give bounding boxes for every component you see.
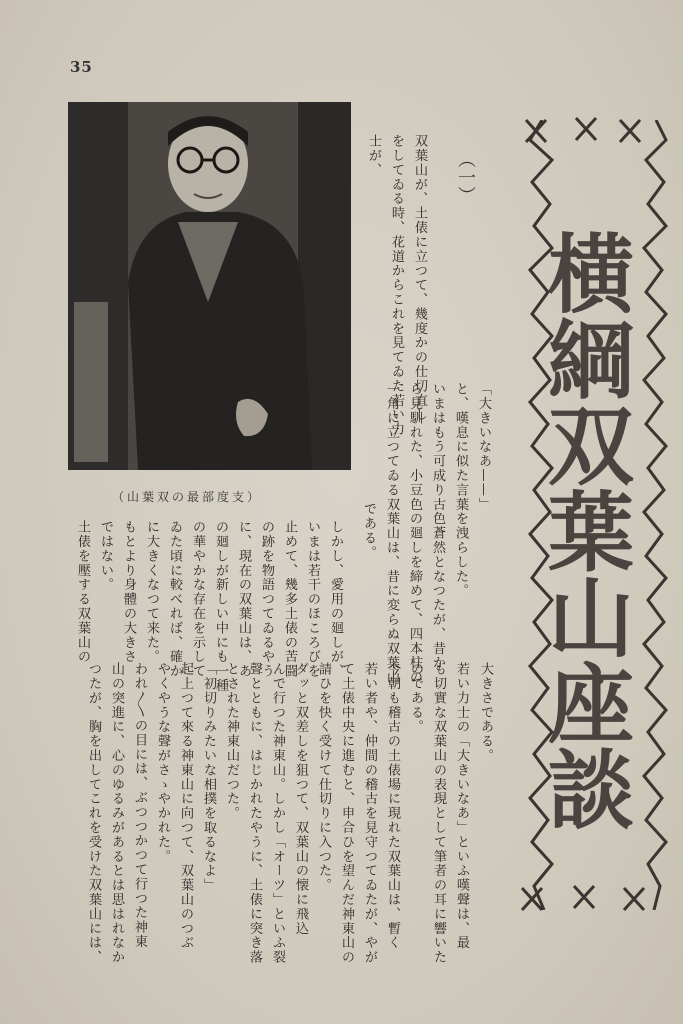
text-column: 「大きいなあ——」 — [476, 382, 491, 512]
text-column: の廻しが新しい中にも一種 — [213, 520, 228, 693]
text-column: 山の突進に、心のゆるみがあるとは思はれなか — [109, 662, 124, 965]
text-column: いまはもう可成り古色蒼然となつたが、昔か — [430, 382, 445, 670]
article-title: 横綱双葉山座談 — [533, 229, 634, 831]
text-column: 若い者や、仲間の稽古を見守つてゐたが、やが — [362, 662, 377, 965]
text-column: て土俵中央に進むと、申合ひを望んだ神東山の — [339, 662, 354, 965]
text-column: 聲とともに、はじかれたやうに、土俵に突き落 — [247, 662, 262, 965]
text-column: 土俵を壓する双葉山の — [75, 520, 90, 664]
photo-caption: （山葉双の最部度支） — [112, 490, 263, 504]
text-column: とされた神東山だつた。 — [224, 662, 239, 821]
text-column: いまは若干のほころびを — [305, 520, 320, 679]
text-column: の跡を物語つてゐるやう — [259, 520, 274, 679]
text-column: ではない。 — [98, 520, 113, 592]
text-column: 一角に立つてゐる双葉山は、昔に変らぬ双葉山 — [384, 382, 399, 685]
text-column: 止めて、幾多土俵の苦闘 — [282, 520, 297, 679]
portrait-photo — [68, 102, 351, 470]
text-column: 士が、 — [366, 134, 381, 178]
section-marker: （一） — [455, 150, 476, 204]
text-column: しかし、愛用の廻しが、 — [328, 520, 343, 679]
text-column: ら見馴れた、小豆色の廻しを締めて、四本柱の — [407, 382, 422, 685]
text-column: のである。 — [408, 662, 423, 734]
text-column: も切實な双葉山の表現として筆者の耳に響いた — [431, 662, 446, 965]
photo-figure — [68, 102, 351, 470]
text-column: ダッと双差しを狙つて、双葉山の懐に飛込 — [293, 662, 308, 936]
text-column: やくやうな聲がさゝやかれた。 — [155, 662, 170, 864]
text-column: 「初切りみたいな相撲を取るなよ」 — [201, 662, 216, 893]
text-column: をしてゐる時、花道からこれを見てゐた若い力 — [389, 134, 404, 437]
text-column: 今朝も稽古の土俵場に現れた双葉山は、暫く — [385, 662, 400, 950]
text-column: 大きさである。 — [478, 662, 493, 763]
text-column: と、嘆息に似た言葉を洩らした。 — [453, 382, 468, 598]
text-column: の華やかな存在を示して — [190, 520, 205, 679]
page-number: 35 — [70, 58, 93, 76]
text-column: である。 — [361, 502, 376, 560]
title-x-marks-top — [520, 112, 650, 152]
text-column: 双葉山が、土俵に立つて、幾度かの仕切直し — [412, 134, 427, 422]
text-column: もとより身體の大きさ — [121, 520, 136, 664]
text-column: 起上つて來る神東山に向つて、双葉山のつぶ — [178, 662, 193, 950]
text-column: んで行つた神東山。しかし「オーツ」といふ裂 — [270, 662, 285, 965]
text-column: に、現在の双葉山は、あ — [236, 520, 251, 679]
text-column: ゐた頃に較べれば、確か — [167, 520, 182, 679]
text-column: つたが、胸を出してこれを受けた双葉山には、 — [86, 662, 101, 965]
text-column: われ〳〵の目には、ぶつつかつて行つた神東 — [132, 662, 147, 949]
text-column: に大きくなつて来た。 — [144, 520, 159, 664]
text-column: 若い力士の「大きいなあ」といふ嘆聲は、最 — [454, 662, 469, 950]
text-column: 請ひを快く受けて仕切りに入つた。 — [316, 662, 331, 893]
